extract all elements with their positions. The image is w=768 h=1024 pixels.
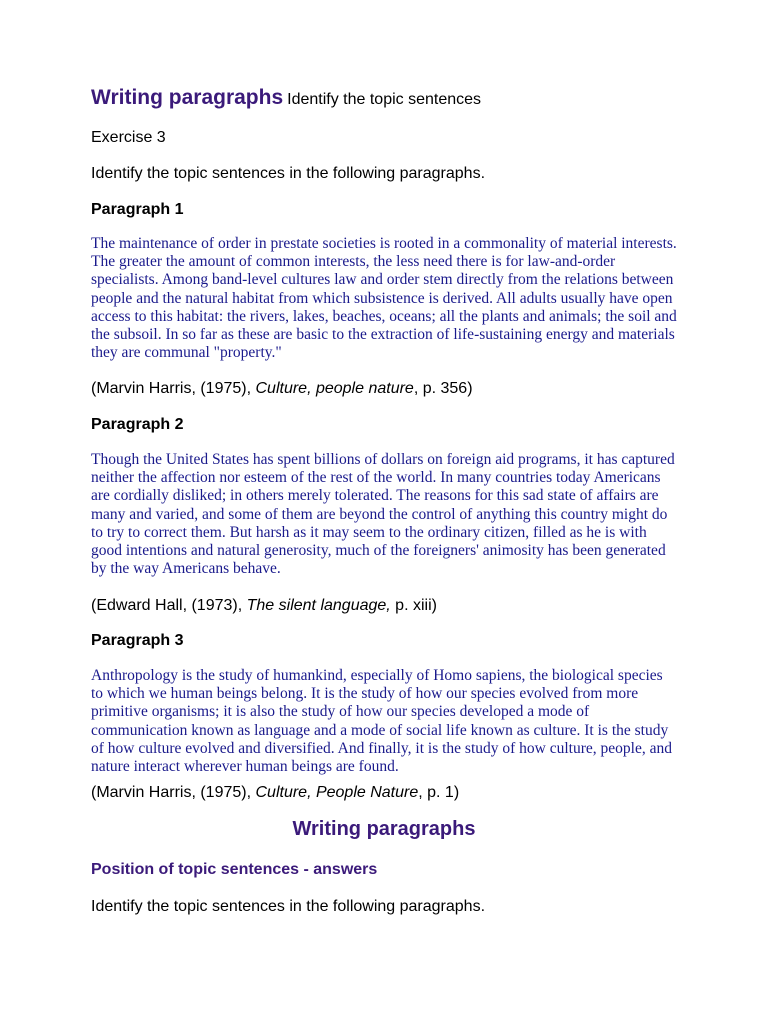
paragraph-2-text: Though the United States has spent billions of dollars on foreign aid programs, it has captured neither the affection nor esteem of the rest of the world. In many countries today Americans are cordially disliked; in others merely tolerated. The reasons for this sad state of affairs are many and varied, and some of them are beyond the control of anything this country might do to try to correct them. But harsh as it may seem to the ordinary citizen, filled as he is with good intentions and natural generosity, much of the foreigners' animosity has been generated by the way Americans behave. (91, 451, 675, 578)
section-2-instruction: Identify the topic sentences in the following paragraphs. (91, 898, 486, 915)
citation-title: Culture, People Nature (255, 784, 419, 801)
citation-suffix: , p. 1) (418, 784, 460, 801)
citation-prefix: (Marvin Harris, (1975), (91, 380, 256, 397)
section-2-subtitle: Position of topic sentences - answers (91, 861, 378, 878)
instruction-text: Identify the topic sentences in the following paragraphs. (91, 165, 486, 182)
citation-prefix: (Marvin Harris, (1975), (91, 784, 256, 801)
section-2-title: Writing paragraphs (292, 818, 476, 840)
paragraph-3-citation (91, 783, 678, 803)
exercise-label: Exercise 3 (91, 129, 166, 146)
citation-prefix: (Edward Hall, (1973), (91, 597, 247, 614)
paragraph-1-heading: Paragraph 1 (91, 201, 184, 218)
citation-suffix: p. xiii) (390, 597, 437, 614)
paragraph-1-text: The maintenance of order in prestate societies is rooted in a commonality of material interests. The greater the amount of common interests, the less need there is for law-and-order specialists. Among band-level cultures law and order stem directly from the relations between people and the natural habitat from which subsistence is derived. All adults usually have open access to this habitat: the rivers, lakes, beaches, oceans; all the plants and animals; the soil and the subsoil. In so far as these are basic to the extraction of life-sustaining energy and materials they are communal "property." (91, 235, 677, 362)
citation-title: Culture, people nature (255, 380, 414, 397)
paragraph-3-heading: Paragraph 3 (91, 632, 184, 649)
page-header (91, 86, 678, 110)
paragraph-1-citation (91, 379, 678, 399)
paragraph-3-text: Anthropology is the study of humankind, especially of Homo sapiens, the biological species to which we human beings belong. It is the study of how our species evolved from more primitive organisms; it is also the study of how our species developed a mode of communication known as language and a mode of social life known as culture. It is the study of how culture evolved and diversified. And finally, it is the study of how culture, people, and nature interact wherever human beings are found. (91, 667, 672, 776)
paragraph-2-heading: Paragraph 2 (91, 416, 184, 433)
page-subtitle: Identify the topic sentences (287, 91, 482, 108)
citation-suffix: , p. 356) (413, 380, 473, 397)
page-title: Writing paragraphs (91, 86, 284, 109)
citation-title: The silent language, (246, 597, 391, 614)
paragraph-2-citation (91, 596, 678, 616)
